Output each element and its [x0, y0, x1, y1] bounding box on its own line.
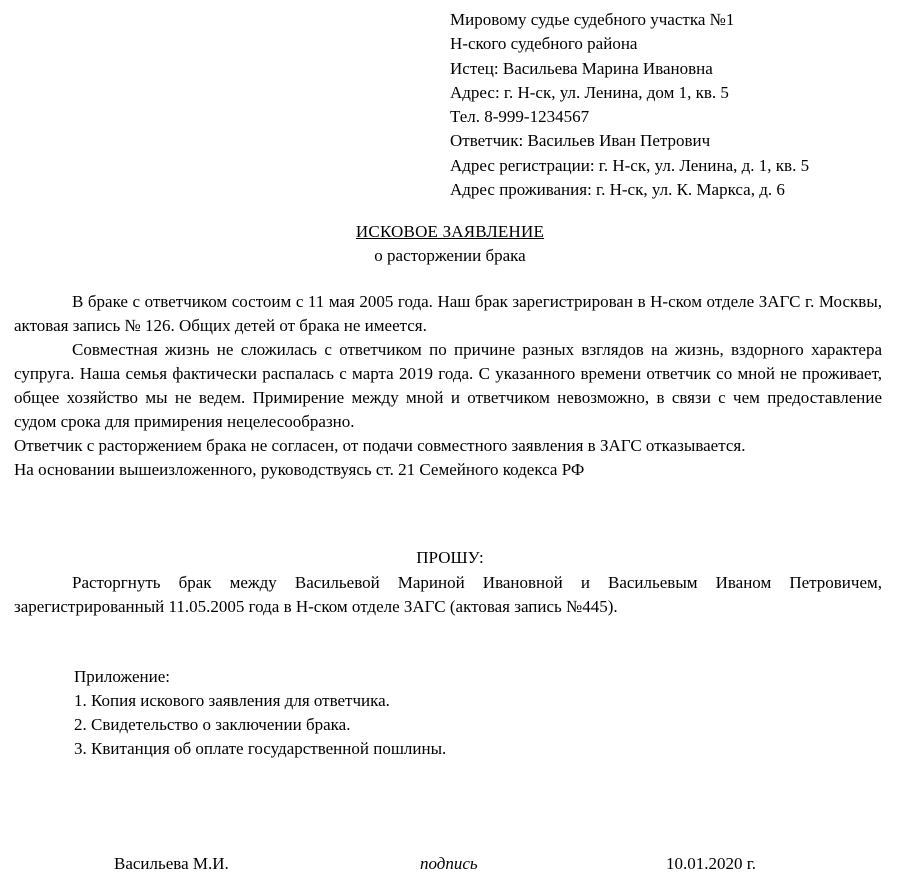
attachment-item: 3. Квитанция об оплате государственной пошлины. — [74, 739, 447, 758]
signature-date: 10.01.2020 г. — [666, 854, 757, 873]
paragraph-marriage: В браке с ответчиком состоим с 11 мая 2005 года. Наш брак зарегистрирован в Н-ском отделе ЗАГС г. Москвы, актовая запись № 126. Общих детей от брака не имеется. — [14, 292, 882, 335]
header-line-plaintiff-address: Адрес: г. Н-ск, ул. Ленина, дом 1, кв. 5 — [450, 82, 729, 102]
addressee-header — [450, 8, 809, 202]
title-main: ИСКОВОЕ ЗАЯВЛЕНИЕ — [355, 222, 545, 241]
header-line-phone: Тел. 8-999-1234567 — [450, 107, 590, 127]
document-title — [0, 220, 900, 268]
paragraph-legal-basis: На основании вышеизложенного, руководствуясь ст. 21 Семейного кодекса РФ — [14, 460, 585, 479]
signature-name: Васильева М.И. — [114, 854, 229, 873]
attachments — [74, 665, 446, 761]
signature-label: подпись — [420, 854, 478, 873]
attachments-heading: Приложение: — [74, 667, 170, 686]
request-body — [14, 571, 882, 619]
header-line-court: Мировому судье судебного участка №1 — [450, 10, 735, 29]
header-line-plaintiff: Истец: Васильева Марина Ивановна — [450, 58, 713, 78]
paragraph-reasons: Совместная жизнь не сложилась с ответчиком по причине разных взглядов на жизнь, вздорного характера супруга. Наша семья фактически распалась с марта 2019 года. С указанного времени ответчик со мной не проживает, общее хозяйство мы не ведем. Примирение между мной и ответчиком невозможно, в связи с чем предоставление судом срока для примирения нецелесообразно. — [14, 340, 882, 431]
attachment-item: 1. Копия искового заявления для ответчика. — [74, 691, 390, 710]
request-heading: ПРОШУ: — [416, 548, 484, 567]
request-text: Расторгнуть брак между Васильевой Мариной Ивановной и Васильевым Иваном Петровичем, зарегистрированный 11.05.2005 года в Н-ском отделе ЗАГС (актовая запись №445). — [14, 573, 882, 616]
header-line-district: Н-ского судебного района — [450, 34, 638, 54]
title-subtitle: о расторжении брака — [374, 246, 526, 265]
header-line-residence-address: Адрес проживания: г. Н-ск, ул. К. Маркса, д. 6 — [450, 180, 785, 200]
header-line-registration-address: Адрес регистрации: г. Н-ск, ул. Ленина, д. 1, кв. 5 — [450, 155, 810, 175]
claim-body — [14, 290, 882, 482]
header-line-defendant: Ответчик: Васильев Иван Петрович — [450, 131, 711, 151]
attachment-item: 2. Свидетельство о заключении брака. — [74, 715, 351, 734]
paragraph-defendant-position: Ответчик с расторжением брака не согласен, от подачи совместного заявления в ЗАГС отказывается. — [14, 436, 746, 455]
